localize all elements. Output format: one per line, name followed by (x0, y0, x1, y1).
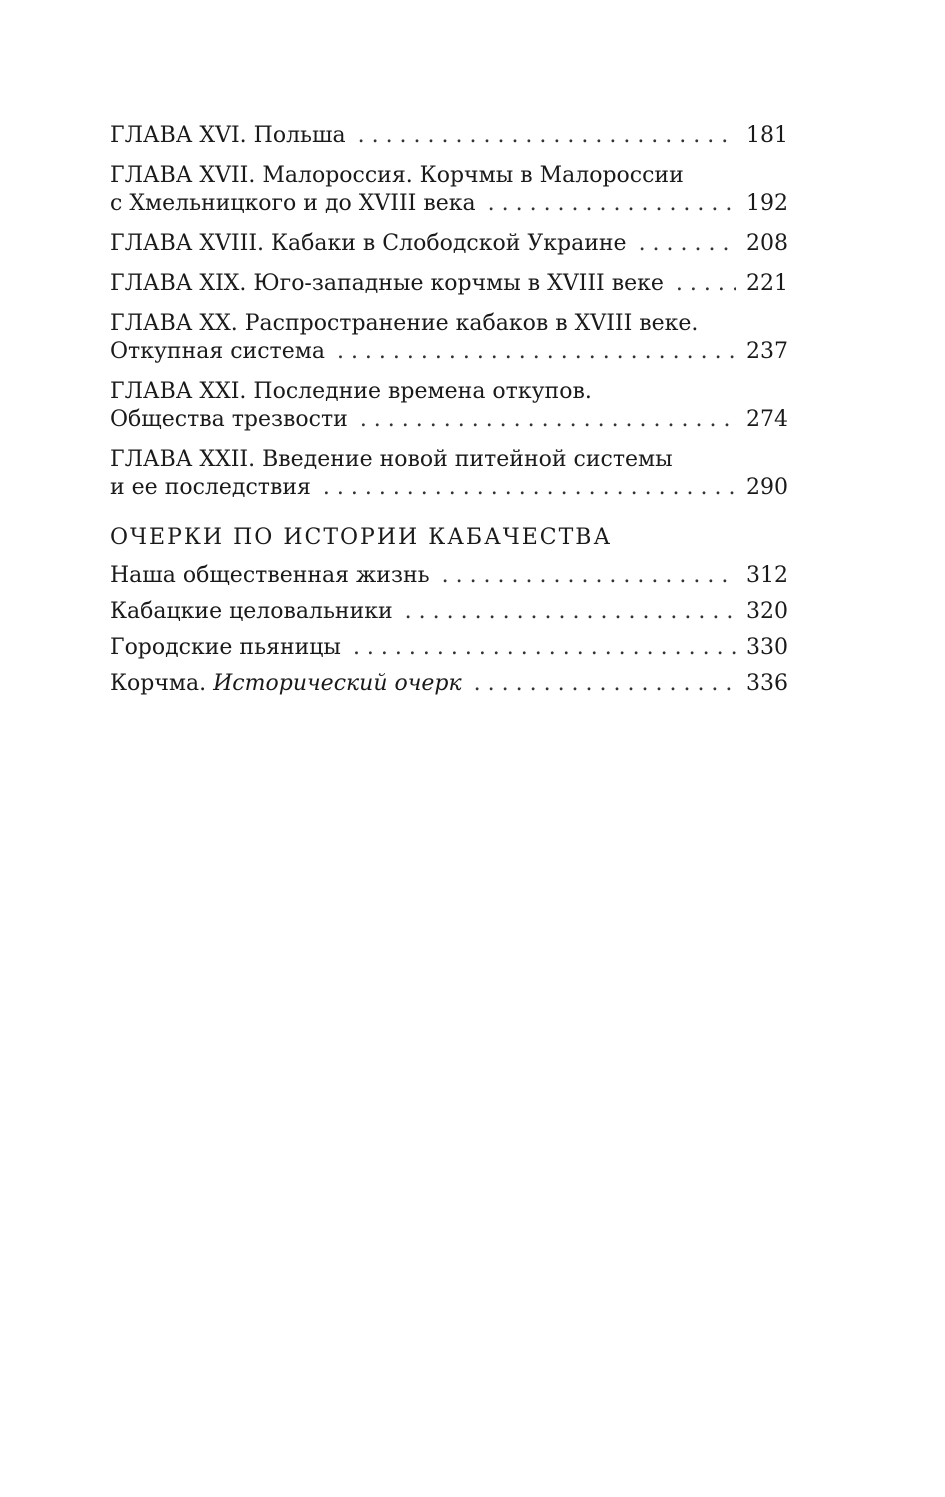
toc-entry-essay-1[interactable] (110, 562, 788, 590)
toc-entry-chapter-20[interactable] (110, 310, 788, 366)
essay-title: Корчма. (110, 671, 207, 696)
toc-entry-title (110, 562, 430, 590)
dot-leader (353, 634, 736, 662)
toc-page-number: 312 (746, 563, 788, 588)
toc-entry-line (110, 122, 788, 150)
toc-entry-essay-3[interactable] (110, 634, 788, 662)
toc-entry-title-line: ГЛАВА XXI. Последние времена откупов. (110, 379, 592, 404)
toc-entry-line (110, 190, 788, 218)
dot-leader (488, 190, 736, 218)
toc-entry-title: ГЛАВА XVIII. Кабаки в Слободской Украине (110, 231, 627, 256)
toc-entry-title-line: ГЛАВА XX. Распространение кабаков в XVIII веке. (110, 311, 699, 336)
toc-page-number: 274 (746, 407, 788, 432)
toc-entry-chapter-18[interactable] (110, 230, 788, 258)
table-of-contents (110, 122, 788, 706)
toc-entry-title: ГЛАВА XVI. Польша (110, 123, 346, 148)
toc-entry-chapter-17[interactable] (110, 162, 788, 218)
toc-entry-title-line: ГЛАВА XVII. Малороссия. Корчмы в Малороссии (110, 163, 684, 188)
toc-entry-line (110, 270, 788, 298)
dot-leader (474, 670, 736, 698)
toc-entry-line (110, 474, 788, 502)
toc-entry-chapter-21[interactable] (110, 378, 788, 434)
toc-page-number: 330 (746, 635, 788, 660)
toc-entry-chapter-19[interactable] (110, 270, 788, 298)
toc-page-number: 237 (746, 339, 788, 364)
toc-entry-title (110, 670, 462, 698)
toc-entry-title: с Хмельницкого и до XVIII века (110, 191, 476, 216)
toc-entry-title (110, 634, 341, 662)
toc-page-number: 192 (746, 191, 788, 216)
toc-page-number: 290 (746, 475, 788, 500)
dot-leader (676, 270, 736, 298)
toc-page-number: 181 (746, 123, 788, 148)
toc-entry-line (110, 230, 788, 258)
toc-entry-line (110, 634, 788, 662)
toc-entry-essay-2[interactable] (110, 598, 788, 626)
dot-leader (442, 562, 736, 590)
toc-entry-title (110, 598, 393, 626)
toc-page-number: 221 (746, 271, 788, 296)
toc-entry-chapter-16[interactable] (110, 122, 788, 150)
section-heading: ОЧЕРКИ ПО ИСТОРИИ КАБАЧЕСТВА (110, 525, 613, 550)
toc-entry-title: Откупная система (110, 339, 325, 364)
essay-title: Городские пьяницы (110, 635, 341, 660)
toc-entry-title: Общества трезвости (110, 407, 348, 432)
toc-entry-essay-4[interactable] (110, 670, 788, 698)
toc-page-number: 208 (746, 231, 788, 256)
dot-leader (323, 474, 736, 502)
toc-entry-line (110, 670, 788, 698)
toc-entry-chapter-22[interactable] (110, 446, 788, 502)
dot-leader (360, 406, 736, 434)
essay-title: Кабацкие целовальники (110, 599, 393, 624)
toc-page-number: 320 (746, 599, 788, 624)
toc-entry-line (110, 406, 788, 434)
toc-page-number: 336 (746, 671, 788, 696)
toc-entry-line (110, 338, 788, 366)
dot-leader (337, 338, 736, 366)
toc-entry-line (110, 562, 788, 590)
dot-leader (639, 230, 736, 258)
toc-entry-title-line: ГЛАВА XXII. Введение новой питейной системы (110, 447, 673, 472)
toc-entry-line (110, 598, 788, 626)
toc-entry-title: и ее последствия (110, 475, 311, 500)
essay-subtitle: Исторический очерк (213, 671, 462, 696)
dot-leader (358, 122, 736, 150)
dot-leader (405, 598, 736, 626)
essay-title: Наша общественная жизнь (110, 563, 430, 588)
toc-entry-title: ГЛАВА XIX. Юго-западные корчмы в XVIII веке (110, 271, 664, 296)
